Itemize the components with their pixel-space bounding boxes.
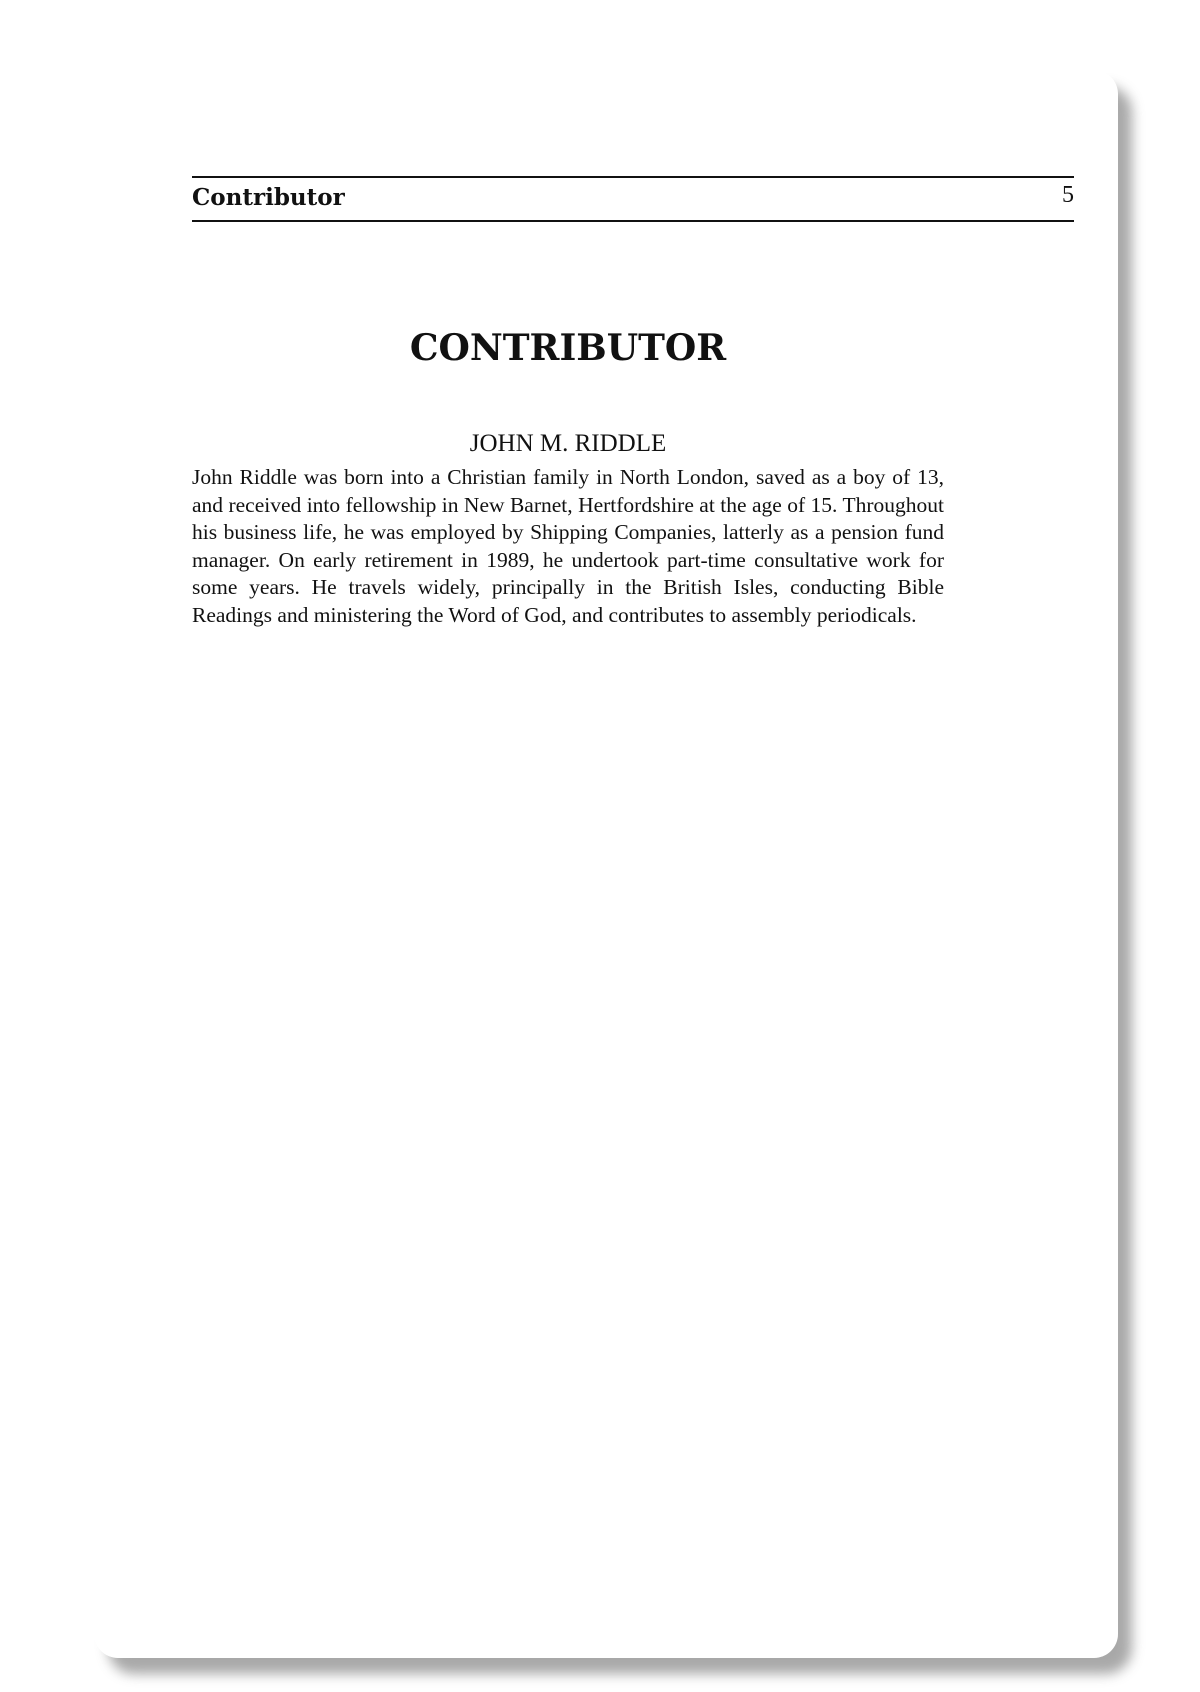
contributor-bio: John Riddle was born into a Christian family in North London, saved as a boy of 13, and received into fellowship in New Barnet, Hertfordshire at the age of 15. Throughout his business life, he was employed by Shipping Companies, latterly as a pension fund manager. On early retirement in 1989, he undertook part-time consultative work for some years. He travels widely, principally in the British Isles, conducting Bible Readings and ministering the Word of God, and contributes to assembly periodicals.: [192, 465, 944, 627]
document-page: [94, 70, 1118, 1658]
contributor-name: JOHN M. RIDDLE: [469, 430, 667, 457]
running-header: [192, 176, 1074, 222]
chapter-title: CONTRIBUTOR: [409, 327, 727, 369]
running-title: Contributor: [192, 184, 345, 211]
page-number: 5: [1062, 182, 1074, 208]
